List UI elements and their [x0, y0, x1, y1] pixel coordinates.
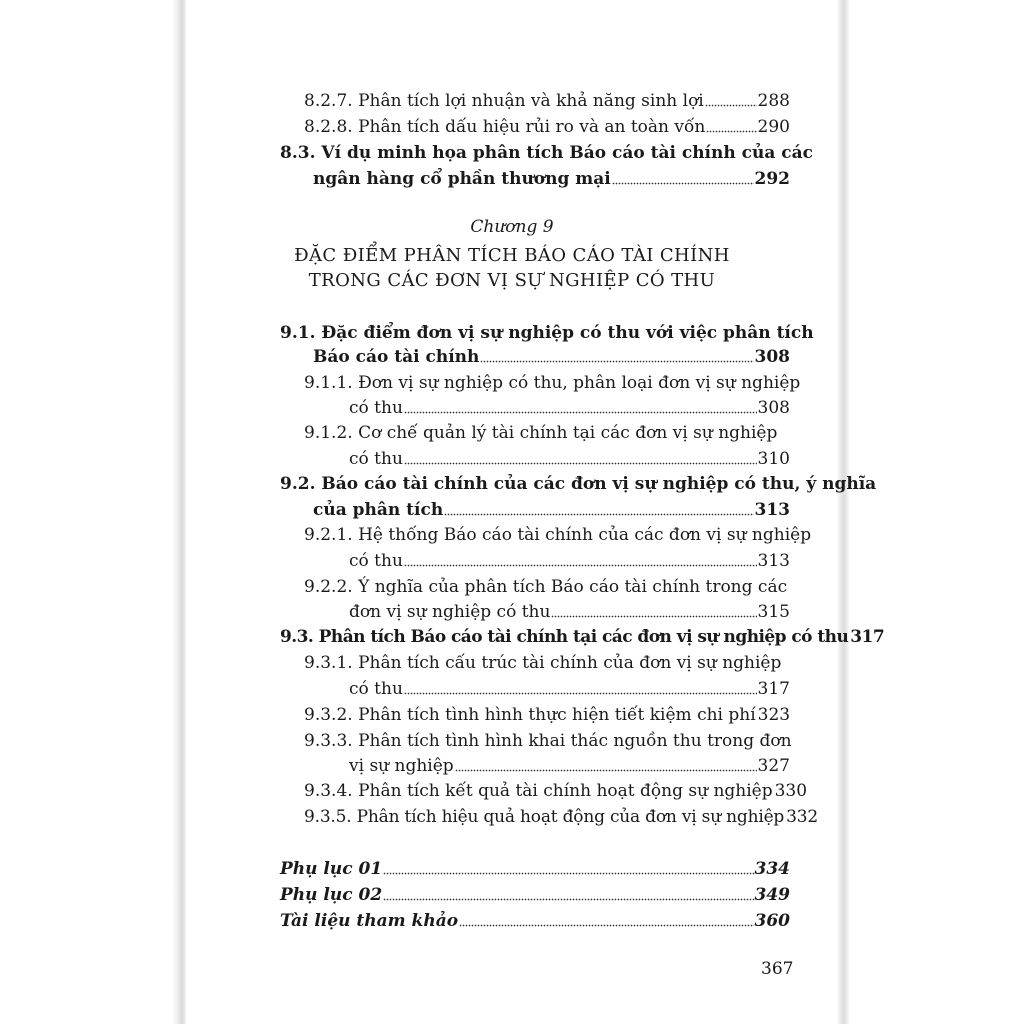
toc-entry-9-1-line1: 9.1. Đặc điểm đơn vị sự nghiệp có thu với việc phân tích: [280, 323, 814, 343]
toc-entry-appendix-01: Phụ lục 01 334: [280, 859, 790, 879]
table-of-contents: [186, 0, 885, 1024]
toc-entry-9-1: Báo cáo tài chính 308: [313, 347, 790, 367]
page-edge-right: [838, 0, 1024, 1024]
toc-entry-references: Tài liệu tham khảo 360: [280, 911, 790, 931]
toc-entry-8-2-8: 8.2.8. Phân tích dấu hiệu rủi ro và an toàn vốn 290: [304, 117, 790, 137]
toc-entry-9-3-1: có thu 317: [349, 679, 790, 699]
leader-dots: [705, 103, 757, 107]
leader-dots: [706, 129, 756, 133]
toc-entry-9-2-1: có thu 313: [349, 551, 790, 571]
page-edge-left: [0, 0, 186, 1024]
toc-entry-9-2-1-line1: 9.2.1. Hệ thống Báo cáo tài chính của các đơn vị sự nghiệp: [304, 525, 812, 545]
leader-dots: [383, 897, 753, 901]
toc-entry-appendix-02: Phụ lục 02 349: [280, 885, 790, 905]
toc-entry-8-3-line1: 8.3. Ví dụ minh họa phân tích Báo cáo tài chính của các: [280, 143, 814, 163]
toc-entry-9-2-line1: 9.2. Báo cáo tài chính của các đơn vị sự nghiệp có thu, ý nghĩa: [280, 474, 877, 494]
leader-dots: [383, 871, 753, 875]
chapter-title-line1: ĐẶC ĐIỂM PHÂN TÍCH BÁO CÁO TÀI CHÍNH: [294, 245, 730, 266]
toc-entry-9-3-3-line1: 9.3.3. Phân tích tình hình khai thác nguồn thu trong đơn: [304, 731, 792, 751]
leader-dots: [551, 614, 756, 618]
leader-dots: [404, 461, 757, 465]
toc-entry-9-3-1-line1: 9.3.1. Phân tích cấu trúc tài chính của đơn vị sự nghiệp: [304, 653, 782, 673]
leader-dots: [444, 512, 753, 516]
page-number: 367: [761, 959, 794, 979]
toc-entry-9-3-5: 9.3.5. Phân tích hiệu quả hoạt động của đơn vị sự nghiệp 332: [304, 807, 818, 827]
toc-entry-9-1-1-line1: 9.1.1. Đơn vị sự nghiệp có thu, phân loại đơn vị sự nghiệp: [304, 373, 801, 393]
book-page: [186, 0, 885, 1024]
toc-entry-9-3-2: 9.3.2. Phân tích tình hình thực hiện tiết kiệm chi phí 323: [304, 705, 791, 725]
leader-dots: [480, 359, 753, 363]
toc-entry-8-3: ngân hàng cổ phần thương mại 292: [313, 169, 790, 189]
leader-dots: [455, 768, 757, 772]
toc-entry-9-2-2: đơn vị sự nghiệp có thu 315: [349, 602, 790, 622]
leader-dots: [404, 410, 757, 414]
chapter-title-line2: TRONG CÁC ĐƠN VỊ SỰ NGHIỆP CÓ THU: [308, 270, 716, 291]
toc-entry-9-1-2-line1: 9.1.2. Cơ chế quản lý tài chính tại các đơn vị sự nghiệp: [304, 423, 778, 443]
leader-dots: [612, 181, 754, 185]
toc-entry-9-3-3: vị sự nghiệp 327: [349, 756, 790, 776]
leader-dots: [404, 563, 757, 567]
toc-entry-9-2-2-line1: 9.2.2. Ý nghĩa của phân tích Báo cáo tài chính trong các: [304, 577, 788, 597]
toc-entry-9-2: của phân tích 313: [313, 500, 790, 520]
toc-entry-9-1-1: có thu 308: [349, 398, 790, 418]
leader-dots: [404, 691, 757, 695]
toc-entry-9-1-2: có thu 310: [349, 449, 790, 469]
toc-entry-8-2-7: 8.2.7. Phân tích lợi nhuận và khả năng sinh lợi 288: [304, 91, 790, 111]
toc-entry-9-3-4: 9.3.4. Phân tích kết quả tài chính hoạt động sự nghiệp 330: [304, 781, 808, 801]
leader-dots: [459, 923, 753, 927]
toc-entry-9-3: 9.3. Phân tích Báo cáo tài chính tại các đơn vị sự nghiệp có thu 317: [280, 627, 885, 647]
chapter-number: Chương 9: [470, 217, 554, 237]
